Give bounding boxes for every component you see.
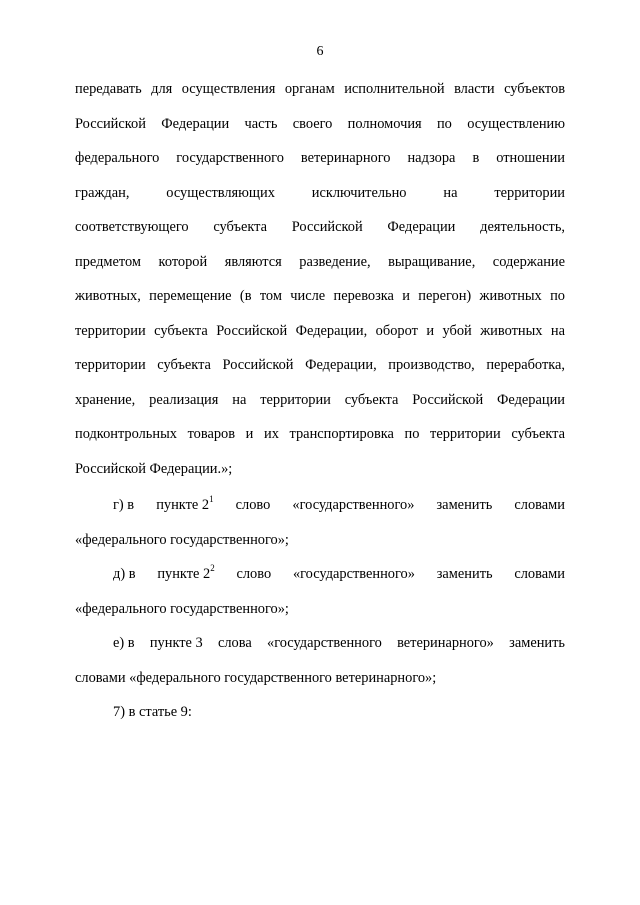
item-d xyxy=(75,557,565,626)
item-g-quote: «государственного» xyxy=(292,497,415,513)
item-d-line-1 xyxy=(75,557,565,592)
item-g-punkt-text: пункте 2 xyxy=(156,497,210,513)
item-d-line-2: «федерального государственного»; xyxy=(75,600,289,617)
item-g-line-1 xyxy=(75,488,565,523)
item-7-line-1 xyxy=(75,695,565,730)
paragraph-line: хранение, реализация на территории субъекта Российской Федерации xyxy=(75,391,565,408)
item-d-word-slovami: словами xyxy=(514,566,565,582)
paragraph-line: животных, перемещение (в том числе перевозка и перегон) животных по xyxy=(75,288,565,304)
item-d-punkt xyxy=(157,557,214,592)
item-g-line-2: «федерального государственного»; xyxy=(75,531,289,548)
item-d-prefix: д) в xyxy=(113,566,136,582)
item-e-prefix: е) в xyxy=(113,635,135,651)
paragraph-line: передавать для осуществления органам исполнительной власти субъектов xyxy=(75,81,565,97)
item-e xyxy=(75,626,565,695)
item-e-word-slova: слова xyxy=(217,635,252,651)
item-e-quote-2: ветеринарного» xyxy=(397,635,494,651)
item-d-word-zamenit: заменить xyxy=(436,566,493,582)
item-7-text: 7) в статье 9: xyxy=(113,704,192,720)
item-e-line-2: словами «федерального государственного ветеринарного»; xyxy=(75,669,437,686)
paragraph-line: территории субъекта Российской Федерации, оборот и убой животных на xyxy=(75,322,565,339)
item-g-word-zamenit: заменить xyxy=(436,497,493,513)
item-e-word-zamenit: заменить xyxy=(509,635,565,651)
item-d-quote: «государственного» xyxy=(292,566,415,582)
item-g-word-slovo: слово xyxy=(235,497,271,513)
paragraph-line: Российской Федерации.»; xyxy=(75,460,233,477)
item-e-quote-1: «государственного xyxy=(267,635,382,651)
item-d-superscript: 2 xyxy=(210,563,215,574)
item-g-word-slovami: словами xyxy=(514,497,565,513)
item-g-punkt xyxy=(156,488,213,523)
page-number: 6 xyxy=(316,44,324,59)
item-e-line-1 xyxy=(75,626,565,661)
item-e-punkt: пункте 3 xyxy=(149,635,203,651)
paragraph-line: граждан, осуществляющих исключительно на территории xyxy=(75,184,565,201)
paragraph-line: территории субъекта Российской Федерации, производство, переработка, xyxy=(75,357,565,373)
item-g xyxy=(75,488,565,557)
item-d-word-slovo: слово xyxy=(236,566,272,582)
item-g-superscript: 1 xyxy=(209,494,214,505)
paragraph-line: Российской Федерации часть своего полномочия по осуществлению xyxy=(75,115,565,132)
item-7 xyxy=(75,695,565,730)
item-d-punkt-text: пункте 2 xyxy=(157,566,211,582)
paragraph-line: предметом которой являются разведение, выращивание, содержание xyxy=(75,253,565,270)
main-paragraph xyxy=(75,72,565,486)
paragraph-line: соответствующего субъекта Российской Федерации деятельность, xyxy=(75,219,565,235)
item-g-prefix: г) в xyxy=(113,497,135,513)
paragraph-line: подконтрольных товаров и их транспортировка по территории субъекта xyxy=(75,426,565,442)
paragraph-line: федерального государственного ветеринарного надзора в отношении xyxy=(75,150,565,166)
